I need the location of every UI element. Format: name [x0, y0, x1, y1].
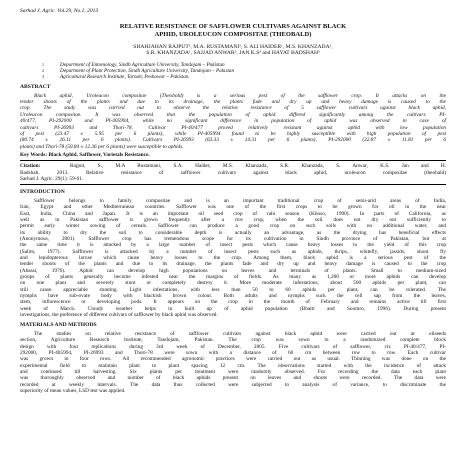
abstract-line: tender shoots of the plants and due to its drainage, the plants fade and dry up and heavy damage is caused to the — [20, 99, 446, 106]
affiliation-text: Department of Entomology, Sindh Agriculture University, Tandojam – Pakistan — [60, 61, 225, 68]
divider — [20, 184, 446, 185]
abstract-line: Black aphid, Uroleucon compositae (Theobold) is a serious pest of the safflower crop. It attacks on the — [34, 92, 446, 99]
methods-line: superiority of mean values, LSD test was applied. — [20, 388, 126, 395]
methods-line: experimental field to maintain plant to plant spacing 12 cm. The observations started with the incidence of attack — [20, 362, 446, 369]
citation-label: Citation: — [20, 163, 41, 170]
abstract-heading: ABSTRACT — [20, 84, 51, 91]
methods-line: was thoroughly observed and number of black aphids present on leaves and shoots were recorded. The data were — [20, 375, 446, 382]
author-line-1: SHAHJAHAN RAJPUT¹, M.A. RUSTAMANI¹, S. ALI HAIDER¹, M.S. KHANZADA¹, — [133, 43, 333, 50]
citation-line: Badshah. 2013. Relative resistance of safflower cultivars against black aphid, uroleucon compositae (theobald) — [20, 169, 446, 176]
intro-line: its ability to dry the soil to considerable depth is actually an advantage, as the drying has beneficial effects — [20, 229, 446, 236]
intro-line: nymphs have sub-ovate body with blackish brown colour. Both adults and nymphs suck the cell sap from the leaves, — [20, 293, 446, 300]
title-line-2: APHID, UROLEUCON COMPOSITAE (THEOBALD) — [154, 30, 312, 38]
intro-line: still cause appreciable stunting. Light infestations, with less than 50 to 60 aphids per plant, can be tolerated. The — [20, 286, 446, 293]
introduction-heading: INTRODUCTION — [20, 189, 65, 196]
methods-line: The studies on relative resistance of safflower cultivars against black aphid were carried out at oilseeds — [34, 330, 446, 337]
abstract-line: plants) and Thori-78 (50.84 ± 12.36 per 6 plants) were susceptible to aphids. — [20, 143, 184, 150]
intro-line: permit early winter sowing of cereals. Safflower can produce a good crop on such soils with no additional water, and — [20, 223, 446, 230]
title-line-1: RELATIVE RESISTANCE OF SAFFLOWER CULTIVARS AGAINST BLACK — [119, 22, 347, 30]
affiliation-text: Department of Plant Protection, Sindh Agriculture University, Tandojam – Pakistan — [60, 67, 235, 74]
methods-line: 292000, PI-405994, PI-26993 and Thori-78 were sown with a distance of 60 cm between row to row. Each cultivar — [20, 349, 446, 356]
citation-line: Sarhad J. Agric. 29(1): 59-61. — [20, 176, 84, 183]
intro-line: stem, inflorescence or developing pods. It appears on the crop in the month of February and remains active till first — [20, 299, 446, 306]
intro-line: investigations, the preference of different cultivars of safflower by black aphid was observed. — [20, 312, 218, 319]
affiliation-marker: 3 — [42, 74, 44, 80]
intro-line: the same time it is attacked by a large number of insect pests which cause heavy losses to the yield of this crop — [20, 242, 446, 249]
intro-line: groups of plants generally become infested near the margins of fields. As many as 1,200 or more aphids can develop — [20, 274, 446, 281]
intro-line: Safflower belongs to family compositae and is an important traditional crop of semi-arid areas of India, — [34, 197, 446, 204]
methods-heading: MATERIALS AND METHODS — [20, 322, 97, 329]
affiliation-marker: 1 — [42, 61, 44, 67]
intro-line: well as in Pakistan safflower is grown frequently after a rice crop, when the soil does not dry out sufficiently to — [20, 216, 446, 223]
abstract-line: (80.74 ± 26.11 per 6 plants). Cultivars PI-26993 (63.33 ± 14.31 per 6 plants), PI-292000 (32.87 ± 11.81 per 6 — [20, 137, 446, 144]
abstract-line: cultivars PI-26993 and Thori-78. Cultivar PI-40/477 proved relatively resistant against aphid with low population — [20, 124, 446, 131]
methods-line: was grown in four rows. All recommended agronomic practices were carried out as usual. Thinning was done on the — [20, 356, 446, 363]
keywords-label: Key Words: — [20, 151, 48, 158]
affiliation-text: Agricultural Research Institute, Tarnab, Peshawar – Pakistan. — [60, 74, 190, 81]
intro-line: Iran, Egypt and other Mediterranean countries. Safflower was one of the first crops to be grown for oil in the near — [20, 204, 446, 211]
abstract-line: 40/477, PI-292000 and PI-405994, while no significant difference in population of aphid was observed in case of — [20, 118, 446, 125]
intro-line: East, India, China and Japan. It is an important oil seed crop of rabi season (Khoso, 1990). In parts of California, as — [20, 210, 446, 217]
intro-line: on one plant and severely stunt or completely destroy it. More moderate infestations, about 500 aphids per plant, can — [20, 280, 446, 287]
paper-title — [20, 23, 446, 39]
methods-body — [20, 331, 446, 394]
intro-line: (Anonymous, 2001). Safflower crop has tremendous scope for its cultivation in Sindh province of Pakistan, but at — [20, 235, 446, 242]
abstract-line: Uroleucon compositae. It was observed that the population of aphid differed significantly among the cultivars PI- — [20, 111, 446, 118]
abstract-line: of pest (23.47 ± 5.95 per 6 plants), while PI-405994 found to be highly susceptible with high population of pest — [20, 130, 446, 137]
methods-line: recorded at weekly intervals. The data thus collected were subjected to analysis of variance, to discriminate the — [20, 381, 446, 388]
citation-line: Rajput, S., M.A Rustamani, S.A. Haider, M.S. Khanzada, S.R. Khanzada, S. Anwar, K.S. Jan and H. — [70, 163, 446, 170]
affiliation-3 — [42, 74, 446, 80]
intro-line: and lepidopterous larvae which cause heavy losses to the crop. Among them, black aphid is a serious pest of the — [20, 255, 446, 262]
methods-line: design with four replications during 3rd week of December, 2005. Five cultivars of safflower, viz PI-40/477, PI- — [20, 343, 446, 350]
journal-header: Sarhad J. Agric. Vol.29, No.1, 2013 — [20, 8, 99, 14]
citation-row — [20, 163, 446, 169]
author-line-2: S.R. KHANZADA¹, SAJJAD ANWAR², JAN K.S³ and HAYAT BADSHAH³ — [146, 50, 320, 57]
keywords-value: Black Aphid, Safflower, Varietals Resistance. — [48, 151, 150, 158]
introduction-body — [20, 198, 446, 319]
citation — [20, 163, 446, 182]
methods-line: section, Agriculture Research Institute, Tandojam, Pakistan. The crop was sown in a randomized complete block — [20, 337, 446, 344]
keywords — [20, 152, 446, 159]
intro-line: week of March. Cloudy weather helps in built up of aphid population (Bhatti and Soomro, 1996). During present — [20, 305, 446, 312]
abstract-body — [20, 93, 446, 150]
abstract-line: crop. The study was carried out to observe the relative resistance of 5 safflower cultivars against black aphid, — [20, 105, 446, 112]
intro-line: (Salim, 1977). Safflower is attacked by a number of insect pests such as aphids, thrips, whitefly, jassids, shoot fly — [20, 248, 446, 255]
methods-line: and continued till harvesting. Six plants per treatment were randomly observed. For recording the data each plant — [20, 369, 446, 376]
affiliation-marker: 2 — [42, 67, 44, 73]
affiliations — [42, 62, 446, 81]
intro-line: tender shoots of the plants and due to its drainage, the plants fade and dry up and heavy damage is caused to the crop — [20, 261, 446, 268]
intro-line: (Abassi, 1976). Aphid can develop high populations on leaves and terminals of plants. Small to medium-sized — [20, 267, 446, 274]
author-list — [20, 44, 446, 57]
divider — [20, 160, 446, 161]
